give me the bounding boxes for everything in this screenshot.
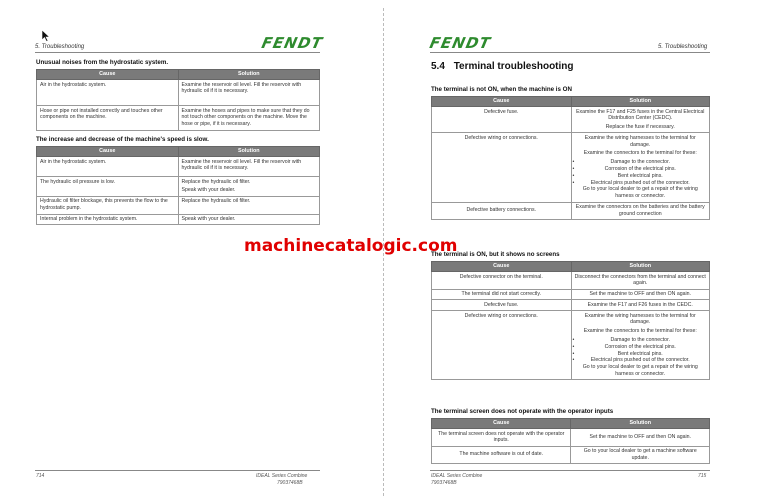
solution-line: Examine the connectors to the terminal for these: [583, 328, 697, 335]
list-item: • Bent electrical pins. [575, 351, 707, 358]
solution-cell: Set the machine to OFF and then ON again. [571, 289, 710, 300]
cause-cell: The machine software is out of date. [432, 446, 571, 464]
cause-cell: The hydraulic oil pressure is low. [37, 177, 179, 197]
watermark: machinecatalogic.com [244, 236, 458, 256]
bullet-list [575, 337, 707, 364]
solution-line: Examine the connectors to the terminal for these: [583, 150, 697, 157]
footer-rule [430, 470, 710, 471]
table-row [432, 272, 710, 290]
solution-cell: Disconnect the connectors from the terminal and connect again. [571, 272, 710, 290]
footer-rule [35, 470, 320, 471]
cause-cell: Hose or pipe not installed correctly and touches other components on the machine. [37, 106, 179, 131]
list-item: • Corrosion of the electrical pins. [575, 344, 707, 351]
solution-cell [571, 107, 710, 133]
solution-cell: Examine the hoses and pipes to make sure that they do not touch other components on the machine. Move the hose or pipe, if it is necessary. [178, 106, 320, 131]
cause-cell: Defective wiring or connections. [432, 133, 572, 202]
table-heading-no-input: The terminal screen does not operate with the operator inputs [431, 408, 614, 415]
cause-cell: Internal problem in the hydrostatic system. [37, 214, 179, 225]
column-header-cause: Cause [432, 419, 571, 429]
cause-cell: Defective battery connections. [432, 202, 572, 220]
table-heading-noises: Unusual noises from the hydrostatic system. [36, 59, 169, 66]
table-row [432, 107, 710, 133]
footer-page-number: 714 [36, 473, 45, 479]
bullet-list [575, 159, 707, 186]
solution-cell: Set the machine to OFF and then ON again. [571, 429, 710, 447]
table-row [37, 157, 320, 177]
cause-cell: Air in the hydrostatic system. [37, 157, 179, 177]
column-header-solution: Solution [178, 147, 320, 157]
solution-line: Go to your local dealer to get a repair of the wiring harness or connector. [582, 364, 698, 378]
solution-cell: Examine the reservoir oil level. Fill the reservoir with hydraulic oil if it is necessary. [178, 157, 320, 177]
table-row [432, 429, 710, 447]
column-header-solution: Solution [571, 262, 710, 272]
footer-title: IDEAL Series Combine [431, 473, 483, 479]
column-header-cause: Cause [37, 147, 179, 157]
solution-line: Replace the fuse if necessary. [605, 124, 675, 131]
cause-cell: Defective connector on the terminal. [432, 272, 572, 290]
table-heading-speed: The increase and decrease of the machine's speed is slow. [36, 136, 209, 143]
cause-cell: Defective fuse. [432, 300, 572, 311]
table-row [432, 133, 710, 202]
solution-line: Examine the wiring harnesses to the terminal for damage. [584, 312, 696, 326]
solution-cell: Speak with your dealer. [178, 214, 320, 225]
table-row [432, 202, 710, 220]
table-heading-not-on: The terminal is not ON, when the machine is ON [431, 86, 572, 93]
solution-cell: Go to your local dealer to get a machine software update. [571, 446, 710, 464]
column-header-cause: Cause [432, 262, 572, 272]
table-row [37, 196, 320, 214]
solution-cell [571, 133, 710, 202]
list-item: • Electrical pins pushed out of the connector. [575, 180, 707, 187]
fendt-logo: FENDT [428, 34, 493, 52]
list-item: • Bent electrical pins. [575, 173, 707, 180]
column-header-solution: Solution [178, 70, 320, 80]
solution-cell: Examine the F17 and F26 fuses in the CEDC. [571, 300, 710, 311]
list-item: • Corrosion of the electrical pins. [575, 166, 707, 173]
solution-line: Examine the wiring harnesses to the terminal for damage. [584, 134, 696, 148]
table-row [432, 300, 710, 311]
solution-cell: Replace the hydraulic oil filter. [178, 196, 320, 214]
cause-cell: Hydraulic oil filter blockage, this prevents the flow to the hydrostatic pump. [37, 196, 179, 214]
section-number: 5.4 [431, 61, 445, 72]
table-row [37, 80, 320, 106]
chapter-header: 5. Troubleshooting [35, 44, 85, 50]
section-title-text: Terminal troubleshooting [453, 61, 574, 72]
solution-line: Go to your local dealer to get a repair of the wiring harness or connector. [582, 186, 698, 200]
mouse-pointer-icon [41, 29, 51, 43]
table-no-screens [431, 261, 710, 380]
table-row [432, 311, 710, 380]
solution-cell [571, 311, 710, 380]
table-row [432, 289, 710, 300]
column-header-solution: Solution [571, 419, 710, 429]
list-item: • Damage to the connector. [575, 159, 707, 166]
list-item: • Electrical pins pushed out of the connector. [575, 357, 707, 364]
section-title [431, 61, 574, 72]
solution-cell: Examine the connectors on the batteries and the battery ground connection [571, 202, 710, 220]
footer-title: IDEAL Series Combine [256, 473, 308, 479]
cause-cell: The terminal did not start correctly. [432, 289, 572, 300]
chapter-header: 5. Troubleshooting [658, 44, 708, 50]
table-not-on [431, 96, 710, 220]
column-header-cause: Cause [432, 97, 572, 107]
cause-cell: Air in the hydrostatic system. [37, 80, 179, 106]
table-row [37, 177, 320, 197]
list-item: • Damage to the connector. [575, 337, 707, 344]
fendt-logo: FENDT [260, 34, 325, 52]
header-rule [430, 52, 710, 53]
footer-code: 79037468B [431, 480, 457, 486]
table-row [432, 446, 710, 464]
solution-cell [178, 177, 320, 197]
table-noises [36, 69, 320, 131]
table-no-input [431, 418, 710, 464]
table-row [37, 214, 320, 225]
column-header-cause: Cause [37, 70, 179, 80]
column-header-solution: Solution [571, 97, 710, 107]
solution-line: Speak with your dealer. [181, 187, 236, 194]
footer-page-number: 715 [698, 473, 707, 479]
header-rule [35, 52, 320, 53]
solution-cell: Examine the reservoir oil level. Fill the reservoir with hydraulic oil if it is necessary. [178, 80, 320, 106]
cause-cell: Defective wiring or connections. [432, 311, 572, 380]
cause-cell: The terminal screen does not operate with the operator inputs. [432, 429, 571, 447]
solution-line: Replace the hydraulic oil filter. [181, 178, 251, 185]
solution-line: Examine the F17 and F25 fuses in the Central Electrical Distribution Center (CEDC). [576, 108, 705, 122]
cause-cell: Defective fuse. [432, 107, 572, 133]
footer-code: 79037468B [277, 480, 303, 486]
table-row [37, 106, 320, 131]
table-speed [36, 146, 320, 225]
table-heading-no-screens: The terminal is ON, but it shows no screens [431, 251, 560, 258]
